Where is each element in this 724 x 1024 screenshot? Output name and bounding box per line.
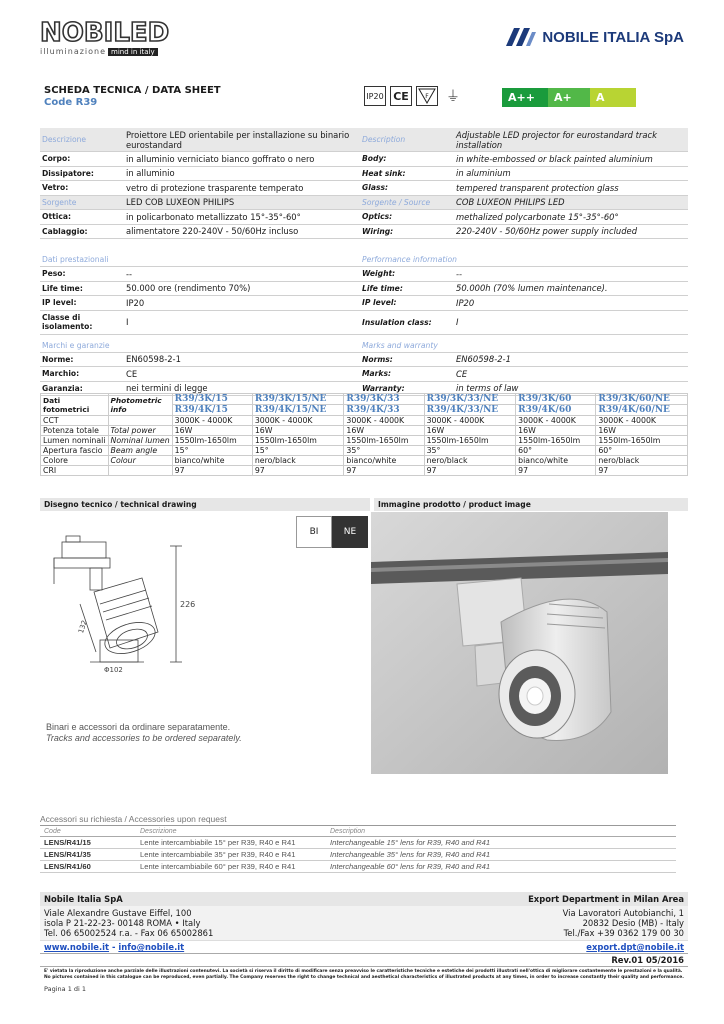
variant-value: 3000K - 4000K <box>596 416 688 426</box>
product-photo <box>371 512 668 774</box>
variant-value: 3000K - 4000K <box>344 416 424 426</box>
lens-inner-shape <box>114 625 150 652</box>
legal-en: No pictures contained in this catalogue can be reproduced, even partially. The Company reserves the right to change technical and aesthetical characteristics of illustrated products at any times, in order to increase constantly their quality and performance. <box>44 975 684 980</box>
variant-label-en <box>108 416 172 426</box>
adapter-base-shape <box>54 558 110 568</box>
energy-class-aplusplus: A++ <box>502 88 548 107</box>
drawing-header-label: Disegno tecnico / technical drawing <box>44 500 197 509</box>
accessory-code: LENS/R41/35 <box>44 850 91 859</box>
spec-label-it: Marchio: <box>42 369 80 379</box>
section-label-it: Marchi e garanzie <box>42 340 110 350</box>
spec-value-it: IP20 <box>126 297 145 308</box>
legal-notice <box>40 967 688 983</box>
footer-export-dept: Export Department in Milan Area <box>528 894 684 904</box>
variant-value: bianco/white <box>344 456 424 466</box>
spec-value-en: methalized polycarbonate 15°-35°-60° <box>456 211 619 222</box>
spec-row <box>40 267 688 282</box>
variant-data-row <box>41 456 688 466</box>
spec-value-it: vetro di protezione trasparente temperato <box>126 182 304 193</box>
spec-label-en: Marks: <box>362 369 392 379</box>
footer-address-desio <box>563 908 684 938</box>
product-image-header-label: Immagine prodotto / product image <box>378 500 531 509</box>
ip20-icon: IP20 <box>364 86 386 106</box>
spec-label-it: IP level: <box>42 298 77 308</box>
spec-label-en: Description <box>362 135 406 144</box>
variants-head-it: Dati fotometrici <box>41 394 109 416</box>
accessories-title: Accessori su richiesta / Accessories upon request <box>40 814 676 826</box>
variant-label-it: Potenza totale <box>41 426 109 436</box>
variant-label-it: CRI <box>41 466 109 476</box>
link-separator: - <box>109 942 119 952</box>
variant-value: 1550lm-1650lm <box>596 436 688 446</box>
variant-code-4k: R39/4K/15/NE <box>252 405 344 416</box>
spec-row <box>40 181 688 196</box>
nobile-italia-logo <box>504 26 684 48</box>
spec-label-en: Sorgente / Source <box>362 197 431 207</box>
spec-value-it: in policarbonato metallizzato 15°-35°-60° <box>126 211 301 222</box>
variant-data-row <box>41 416 688 426</box>
page-number: Pagina 1 di 1 <box>44 985 87 993</box>
variant-value: 3000K - 4000K <box>172 416 252 426</box>
spec-value-it: CE <box>126 368 138 379</box>
variant-value: nero/black <box>424 456 516 466</box>
spec-row <box>40 128 688 152</box>
variant-value: 97 <box>424 466 516 476</box>
section-label-en: Marks and warranty <box>362 340 438 350</box>
spec-value-en: 50.000h (70% lumen maintenance). <box>456 283 608 294</box>
variant-value: 15° <box>252 446 344 456</box>
variant-label-it: Lumen nominali <box>41 436 109 446</box>
address-line: Viale Alexandre Gustave Eiffel, 100 <box>44 908 192 918</box>
variants-header-row <box>41 394 688 405</box>
col-description-en: Description <box>330 827 366 835</box>
accessory-row <box>40 849 676 861</box>
accessory-desc-en: Interchangeable 35° lens for R39, R40 and R41 <box>330 850 491 859</box>
ce-mark-icon: CE <box>390 86 412 106</box>
variant-code-4k: R39/4K/33/NE <box>424 405 516 416</box>
spec-row <box>40 167 688 182</box>
fin-line <box>103 598 149 612</box>
title-main: SCHEDA TECNICA / DATA SHEET <box>44 85 221 96</box>
variant-value: 15° <box>172 446 252 456</box>
spec-section-row <box>40 239 688 267</box>
variant-value: 16W <box>516 426 596 436</box>
spec-value-en: in aluminium <box>456 168 511 179</box>
company-name: NOBILE ITALIA SpA <box>542 28 684 46</box>
variant-value: nero/black <box>596 456 688 466</box>
tracks-note <box>46 722 242 744</box>
variant-value: 97 <box>516 466 596 476</box>
lamp-led-center <box>527 687 543 705</box>
variant-label-it: CCT <box>41 416 109 426</box>
spec-value-it: -- <box>126 268 133 279</box>
variant-code-4k: R39/4K/33 <box>344 405 424 416</box>
energy-class-scale <box>502 88 636 107</box>
variant-value: 97 <box>172 466 252 476</box>
section-label-en: Performance information <box>362 255 457 264</box>
photometric-table <box>40 393 688 476</box>
variant-code-3k: R39/3K/60/NE <box>596 394 688 405</box>
spec-value-en: I <box>456 317 459 327</box>
datasheet-title <box>44 85 221 108</box>
accessory-desc-it: Lente intercambiabile 15° per R39, R40 e R41 <box>140 838 296 847</box>
lens-front-shape <box>100 640 138 662</box>
variant-label-en: Nominal lumen <box>108 436 172 446</box>
variant-data-row <box>41 436 688 446</box>
export-email-link[interactable]: export.dpt@nobile.it <box>586 942 684 952</box>
energy-class-aplus: A+ <box>548 88 590 107</box>
legal-it: E' vietata la riproduzione anche parziale delle illustrazioni contenutevi. La società si riserva il diritto di modificare senza preavviso le caratteristiche tecniche e estetiche dei prodotti illustrati nell'ottica di migliorare costantemente le prestazioni e la qualità. <box>44 969 683 974</box>
f-mark-icon <box>416 86 438 106</box>
spec-label-it: Norme: <box>42 354 74 364</box>
variant-value: 97 <box>344 466 424 476</box>
finish-white-swatch: BI <box>296 516 332 548</box>
spec-label-en: Weight: <box>362 269 396 279</box>
address-line: Tel. 06 65002524 r.a. - Fax 06 65002861 <box>44 928 214 938</box>
variant-value: 1550lm-1650lm <box>344 436 424 446</box>
spec-value-en: -- <box>456 268 463 279</box>
accessories-section <box>40 814 676 873</box>
spec-label-it: Sorgente <box>42 197 77 207</box>
finish-selector <box>296 516 368 548</box>
variant-value: 16W <box>424 426 516 436</box>
spec-label-en: IP level: <box>362 298 397 308</box>
spec-label-it: Life time: <box>42 283 83 293</box>
accessories-rows <box>40 837 676 873</box>
spec-value-en: in white-embossed or black painted aluminium <box>456 153 653 164</box>
product-image-header <box>374 498 688 511</box>
variant-value: nero/black <box>252 456 344 466</box>
spec-label-it: Ottica: <box>42 212 71 222</box>
spec-value-en: tempered transparent protection glass <box>456 182 619 193</box>
logo-subtitle: illuminazione <box>40 47 107 56</box>
accessory-desc-it: Lente intercambiabile 60° per R39, R40 e R41 <box>140 862 296 871</box>
diameter-dimension-label: Φ102 <box>104 666 123 674</box>
spec-row <box>40 196 688 211</box>
variant-label-it: Colore <box>41 456 109 466</box>
spec-table <box>40 128 688 396</box>
lens-ring-shape <box>101 617 159 660</box>
variant-data-row <box>41 466 688 476</box>
adapter-clip-shape <box>66 536 80 542</box>
spec-row <box>40 367 688 382</box>
col-description-it: Descrizione <box>140 827 177 835</box>
spec-value-en: CE <box>456 368 468 379</box>
spec-row <box>40 311 688 335</box>
spec-value-it: I <box>126 317 129 327</box>
accessory-desc-it: Lente intercambiabile 35° per R39, R40 e R41 <box>140 850 296 859</box>
variant-value: 3000K - 4000K <box>516 416 596 426</box>
spec-label-it: Dissipatore: <box>42 168 94 178</box>
variant-value: 1550lm-1650lm <box>252 436 344 446</box>
variant-label-en: Beam angle <box>108 446 172 456</box>
variant-data-row <box>41 446 688 456</box>
accessory-row <box>40 861 676 873</box>
spec-value-it: in alluminio verniciato bianco goffrato o nero <box>126 153 315 164</box>
tracks-note-it: Binari e accessori da ordinare separatamente. <box>46 722 231 732</box>
address-line: Tel./Fax +39 0362 179 00 30 <box>563 928 684 938</box>
height-dimension-label: 226 <box>180 600 196 609</box>
spec-value-it: LED COB LUXEON PHILIPS <box>126 197 235 208</box>
variant-label-en: Total power <box>108 426 172 436</box>
col-code: Code <box>44 827 61 835</box>
spec-value-it: Proiettore LED orientabile per installazione su binario eurostandard <box>126 129 350 150</box>
footer-company: Nobile Italia SpA <box>44 894 123 904</box>
variant-value: 3000K - 4000K <box>252 416 344 426</box>
drawing-header <box>40 498 370 511</box>
logo-wordmark: NOBILED <box>40 18 170 48</box>
spec-row <box>40 152 688 167</box>
logo-tagline: mind in italy <box>108 48 158 56</box>
spec-row <box>40 353 688 368</box>
finish-black-swatch: NE <box>332 516 368 548</box>
accessory-desc-en: Interchangeable 60° lens for R39, R40 and R41 <box>330 862 491 871</box>
f-mark-label: F <box>425 93 429 100</box>
spec-label-en: Optics: <box>362 212 393 222</box>
variant-code-3k: R39/3K/33/NE <box>424 394 516 405</box>
spec-value-en: 220-240V - 50/60Hz power supply included <box>456 226 638 237</box>
variant-value: 35° <box>344 446 424 456</box>
spec-label-en: Glass: <box>362 183 389 193</box>
variant-value: 16W <box>172 426 252 436</box>
variant-value: 97 <box>252 466 344 476</box>
variant-data-row <box>41 426 688 436</box>
spec-row <box>40 282 688 297</box>
variant-value: 16W <box>252 426 344 436</box>
spec-label-en: Wiring: <box>362 226 394 236</box>
variant-code-3k: R39/3K/60 <box>516 394 596 405</box>
fin-line <box>100 590 146 604</box>
spec-value-it: EN60598-2-1 <box>126 354 181 365</box>
address-line: isola P 21-22-23- 00148 ROMA • Italy <box>44 918 201 928</box>
spec-value-en: COB LUXEON PHILIPS LED <box>456 197 565 208</box>
spec-label-it: Descrizione <box>42 135 87 144</box>
accessory-code: LENS/R41/15 <box>44 838 91 847</box>
variant-label-en: Colour <box>108 456 172 466</box>
variant-label-en <box>108 466 172 476</box>
spec-label-en: Insulation class: <box>362 317 432 327</box>
spec-label-en: Norms: <box>362 354 393 364</box>
variant-code-3k: R39/3K/15/NE <box>252 394 344 405</box>
spec-value-en: Adjustable LED projector for eurostandard track installation <box>456 129 657 150</box>
spec-value-it: alimentatore 220-240V - 50/60Hz incluso <box>126 226 299 237</box>
spec-label-en: Warranty: <box>362 383 405 393</box>
spec-value-en: EN60598-2-1 <box>456 354 511 365</box>
spec-label-en: Life time: <box>362 283 403 293</box>
address-line: 20832 Desio (MB) - Italy <box>582 918 684 928</box>
variant-code-3k: R39/3K/33 <box>344 394 424 405</box>
variants-head-en: Photometric info <box>108 394 172 416</box>
spec-label-it: Garanzia: <box>42 383 83 393</box>
nobile-mark-icon <box>504 26 538 48</box>
spec-row <box>40 296 688 311</box>
spec-row <box>40 225 688 240</box>
page-footer <box>40 892 688 993</box>
page-header <box>0 0 724 80</box>
variant-label-it: Apertura fascio <box>41 446 109 456</box>
address-line: Via Lavoratori Autobianchi, 1 <box>562 908 684 918</box>
spec-label-en: Heat sink: <box>362 168 406 178</box>
tracks-note-en: Tracks and accessories to be ordered separately. <box>46 733 242 743</box>
variant-code-3k: R39/3K/15 <box>172 394 252 405</box>
variant-value: 97 <box>596 466 688 476</box>
variant-code-4k: R39/4K/60 <box>516 405 596 416</box>
accessory-row <box>40 837 676 849</box>
accessory-code: LENS/R41/60 <box>44 862 91 871</box>
spec-label-en: Body: <box>362 154 387 164</box>
nobiled-logo <box>40 20 169 56</box>
accessory-desc-en: Interchangeable 15° lens for R39, R40 and R41 <box>330 838 491 847</box>
revision: Rev.01 05/2016 <box>40 954 688 967</box>
variant-value: bianco/white <box>516 456 596 466</box>
footer-address-rome <box>44 908 213 938</box>
spec-value-it: in alluminio <box>126 168 175 179</box>
website-link[interactable]: www.nobile.it <box>44 942 110 952</box>
variant-value: bianco/white <box>172 456 252 466</box>
variant-value: 60° <box>596 446 688 456</box>
variant-code-4k: R39/4K/60/NE <box>596 405 688 416</box>
variant-value: 3000K - 4000K <box>424 416 516 426</box>
variant-value: 60° <box>516 446 596 456</box>
variant-value: 1550lm-1650lm <box>516 436 596 446</box>
variant-value: 16W <box>596 426 688 436</box>
spec-value-it: 50.000 ore (rendimento 70%) <box>126 283 251 294</box>
spec-label-it: Vetro: <box>42 183 69 193</box>
spec-value-en: in terms of law <box>456 383 519 394</box>
energy-class-a: A <box>590 88 636 107</box>
variant-value: 1550lm-1650lm <box>424 436 516 446</box>
track-adapter-shape <box>62 542 106 558</box>
email-link[interactable]: info@nobile.it <box>118 942 185 952</box>
spec-section-row <box>40 335 688 353</box>
lamp-body-shape <box>94 578 158 648</box>
variant-value: 1550lm-1650lm <box>172 436 252 446</box>
variant-code-4k: R39/4K/15 <box>172 405 252 416</box>
section-label-it: Dati prestazionali <box>42 255 109 264</box>
spec-label-it: Classe di isolamento: <box>42 313 93 331</box>
spec-label-it: Cablaggio: <box>42 226 88 236</box>
variant-value: 16W <box>344 426 424 436</box>
spec-label-it: Corpo: <box>42 154 71 164</box>
accessories-header-row <box>40 826 676 837</box>
earth-ground-icon: ⏚ <box>446 89 460 105</box>
certification-marks <box>364 86 464 106</box>
spec-value-it: nei termini di legge <box>126 383 208 394</box>
side-dimension-label: 132 <box>77 619 89 635</box>
spec-value-en: IP20 <box>456 297 475 308</box>
spec-row <box>40 210 688 225</box>
variant-value: 35° <box>424 446 516 456</box>
product-code: Code R39 <box>44 97 98 108</box>
fin-line <box>106 606 152 620</box>
arm-shape <box>90 568 102 590</box>
spec-label-it: Peso: <box>42 269 66 279</box>
